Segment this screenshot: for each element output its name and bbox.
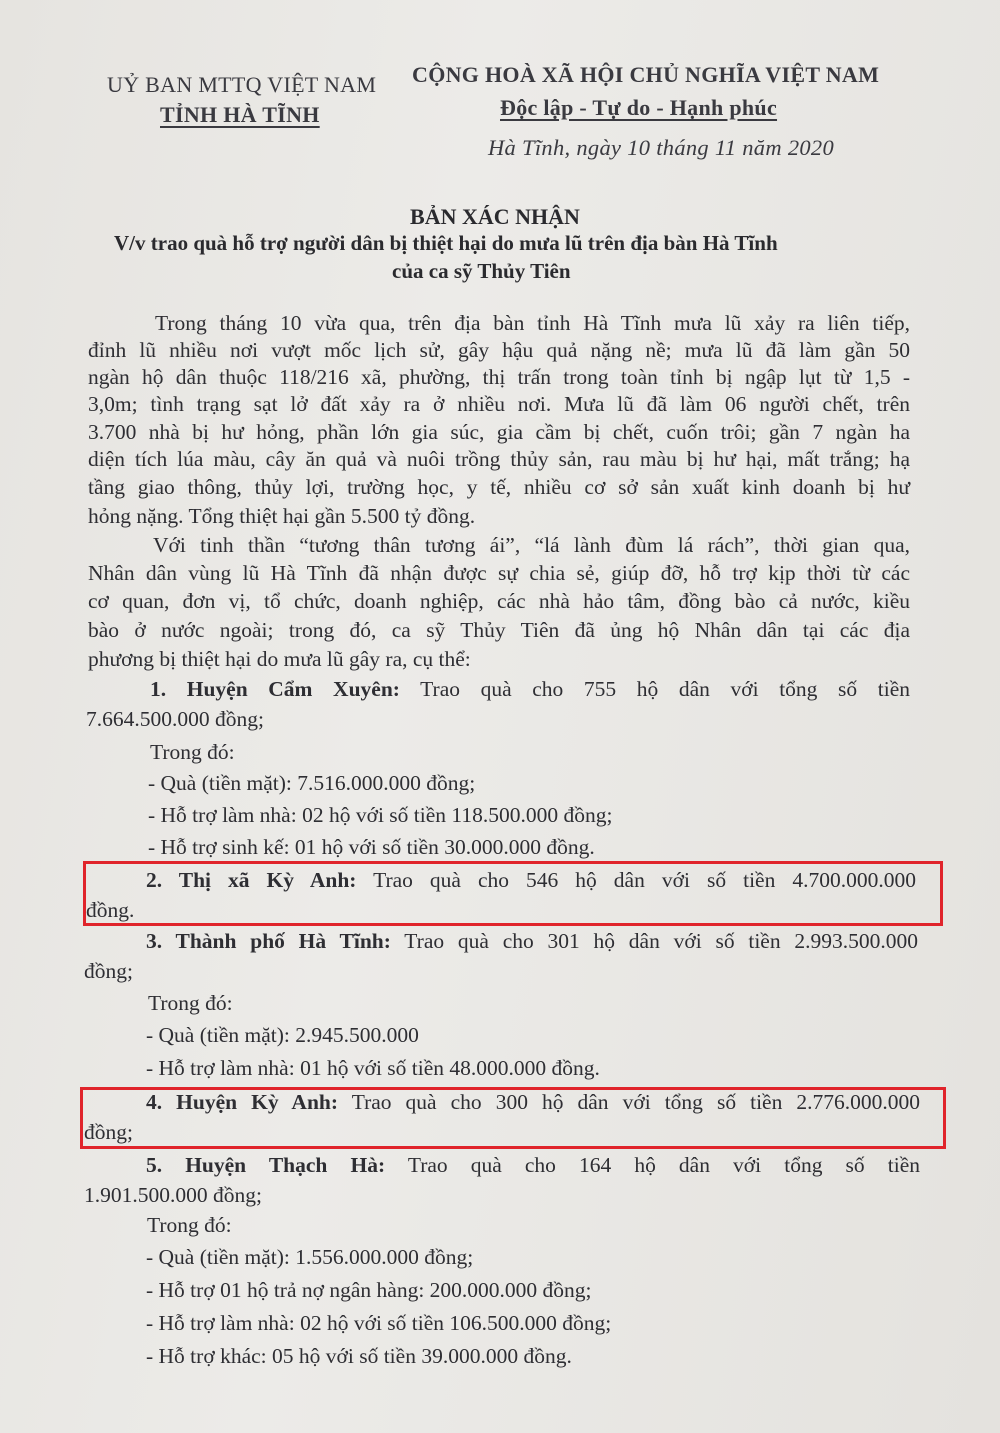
item-line [150,677,910,702]
item-heading: 5. Huyện Thạch Hà: [146,1153,386,1177]
item-text: Trao quà cho 164 hộ dân với tổng số tiền [385,1153,920,1177]
item-sub: - Hỗ trợ làm nhà: 01 hộ với số tiền 48.000.000 đồng. [146,1056,600,1080]
text-line: ngàn hộ dân thuộc 118/216 xã, phường, thị trấn trong toàn tỉnh bị ngập lụt từ 1,5 - [88,365,910,389]
text-line: Nhân dân vùng lũ Hà Tĩnh đã nhận được sự chia sẻ, giúp đỡ, hỗ trợ kịp thời từ các [88,561,910,585]
item-continuation: đồng; [84,959,133,983]
item-heading: 4. Huyện Kỳ Anh: [146,1090,339,1114]
title-main: BẢN XÁC NHẬN [410,204,580,229]
text-line: 3,0m; tình trạng sạt lở đất xảy ra ở nhiều nơi. Mưa lũ đã làm 06 người chết, trên [88,392,910,416]
item-subtitle: Trong đó: [150,740,235,764]
highlight-box [83,861,943,926]
item-sub: - Hỗ trợ khác: 05 hộ với số tiền 39.000.000 đồng. [146,1344,572,1368]
item-subtitle: Trong đó: [147,1213,232,1237]
item-continuation: đồng. [86,898,135,922]
item-sub: - Hỗ trợ 01 hộ trả nợ ngân hàng: 200.000.000 đồng; [146,1278,592,1302]
item-line [146,929,918,954]
item-text: Trao quà cho 546 hộ dân với số tiền 4.700.000.000 [356,868,916,892]
document-title [0,204,1000,230]
item-heading: 2. Thị xã Kỳ Anh: [146,868,357,892]
item-line [146,1153,920,1178]
text-line: bào ở nước ngoài; trong đó, ca sỹ Thủy Tiên đã ủng hộ Nhân dân tại các địa [88,618,910,642]
item-sub: - Quà (tiền mặt): 2.945.500.000 [146,1023,419,1047]
nation-motto: Độc lập - Tự do - Hạnh phúc [500,95,778,120]
item-continuation: 7.664.500.000 đồng; [86,707,264,731]
item-text: Trao quà cho 300 hộ dân với tổng số tiền 2.776.000.000 [338,1090,920,1114]
text-line: đỉnh lũ nhiều nơi vượt mốc lịch sử, gây hậu quả nặng nề; mưa lũ đã làm gần 50 [88,338,910,362]
item-sub: - Hỗ trợ làm nhà: 02 hộ với số tiền 106.500.000 đồng; [146,1311,612,1335]
text-line: diện tích lúa màu, cây ăn quả và nuôi trồng thủy sản, rau màu bị hư hại, mất trắng; hạ [88,447,910,471]
item-text: Trao quà cho 301 hộ dân với số tiền 2.993.500.000 [390,929,918,953]
item-heading: 1. Huyện Cẩm Xuyên: [150,677,400,701]
org-province: TỈNH HÀ TĨNH [160,102,320,127]
highlight-box [80,1087,946,1149]
text-line: hỏng nặng. Tổng thiệt hại gần 5.500 tỷ đồng. [88,504,476,528]
org-name: UỶ BAN MTTQ VIỆT NAM [107,72,377,97]
text-line: Trong tháng 10 vừa qua, trên địa bàn tỉnh Hà Tĩnh mưa lũ xảy ra liên tiếp, [155,311,910,335]
item-sub: - Quà (tiền mặt): 7.516.000.000 đồng; [148,771,476,795]
text-line: Với tinh thần “tương thân tương ái”, “lá lành đùm lá rách”, thời gian qua, [153,533,910,557]
nation-title: CỘNG HOÀ XÃ HỘI CHỦ NGHĨA VIỆT NAM [412,62,880,87]
document-subject-2: của ca sỹ Thủy Tiên [392,259,571,283]
text-line: cơ quan, đơn vị, tổ chức, doanh nghiệp, các nhà hảo tâm, đồng bào cả nước, kiều [88,589,910,613]
text-line: phương bị thiệt hại do mưa lũ gây ra, cụ thể: [88,647,471,671]
item-text: Trao quà cho 755 hộ dân với tổng số tiền [399,677,910,701]
text-line: 3.700 nhà bị hư hỏng, phần lớn gia súc, gia cầm bị chết, cuốn trôi; gần 7 ngàn ha [88,420,910,444]
item-subtitle: Trong đó: [148,991,233,1015]
item-heading: 3. Thành phố Hà Tĩnh: [146,929,391,953]
item-sub: - Hỗ trợ làm nhà: 02 hộ với số tiền 118.500.000 đồng; [148,803,613,827]
item-continuation: 1.901.500.000 đồng; [84,1183,262,1207]
document-date: Hà Tĩnh, ngày 10 tháng 11 năm 2020 [488,135,835,160]
item-sub: - Quà (tiền mặt): 1.556.000.000 đồng; [146,1245,474,1269]
item-sub: - Hỗ trợ sinh kế: 01 hộ với số tiền 30.000.000 đồng. [148,835,595,859]
document-subject: V/v trao quà hỗ trợ người dân bị thiệt hại do mưa lũ trên địa bàn Hà Tĩnh [114,231,778,255]
text-line: tầng giao thông, thủy lợi, trường học, y tế, nhiều cơ sở sản xuất kinh doanh bị hư [88,475,910,499]
item-continuation: đồng; [84,1120,133,1144]
